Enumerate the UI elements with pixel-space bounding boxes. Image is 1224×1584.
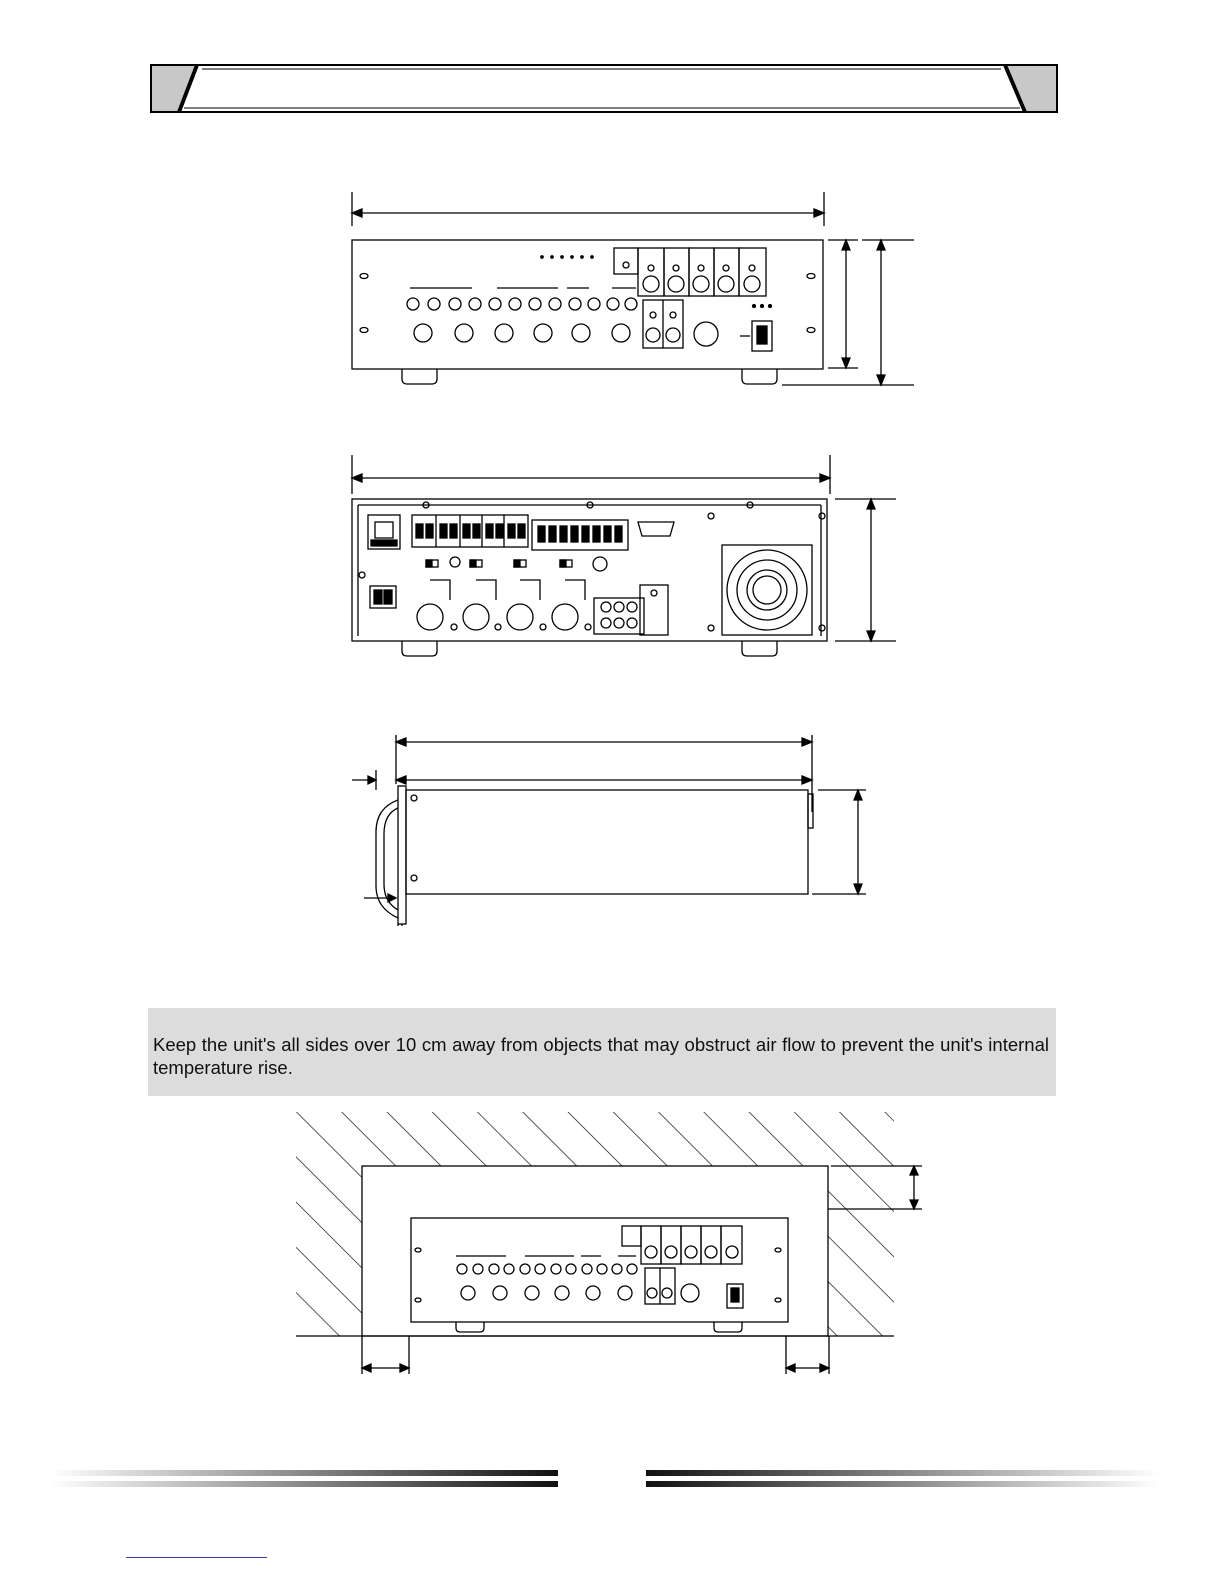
ventilation-clearance-diagram <box>296 1112 926 1382</box>
header-banner <box>148 60 1060 116</box>
amplifier-front-panel-diagram <box>330 180 940 390</box>
amplifier-side-view-diagram <box>340 730 880 930</box>
ventilation-note <box>148 1008 1056 1096</box>
ventilation-note-text: Keep the unit's all sides over 10 cm away from objects that may obstruct air flow to prevent the unit's internal temperature rise. <box>153 1034 1049 1078</box>
footer-decoration <box>50 1466 1160 1492</box>
amplifier-rear-panel-diagram <box>330 450 910 665</box>
footer-link-underline[interactable] <box>126 1557 267 1558</box>
